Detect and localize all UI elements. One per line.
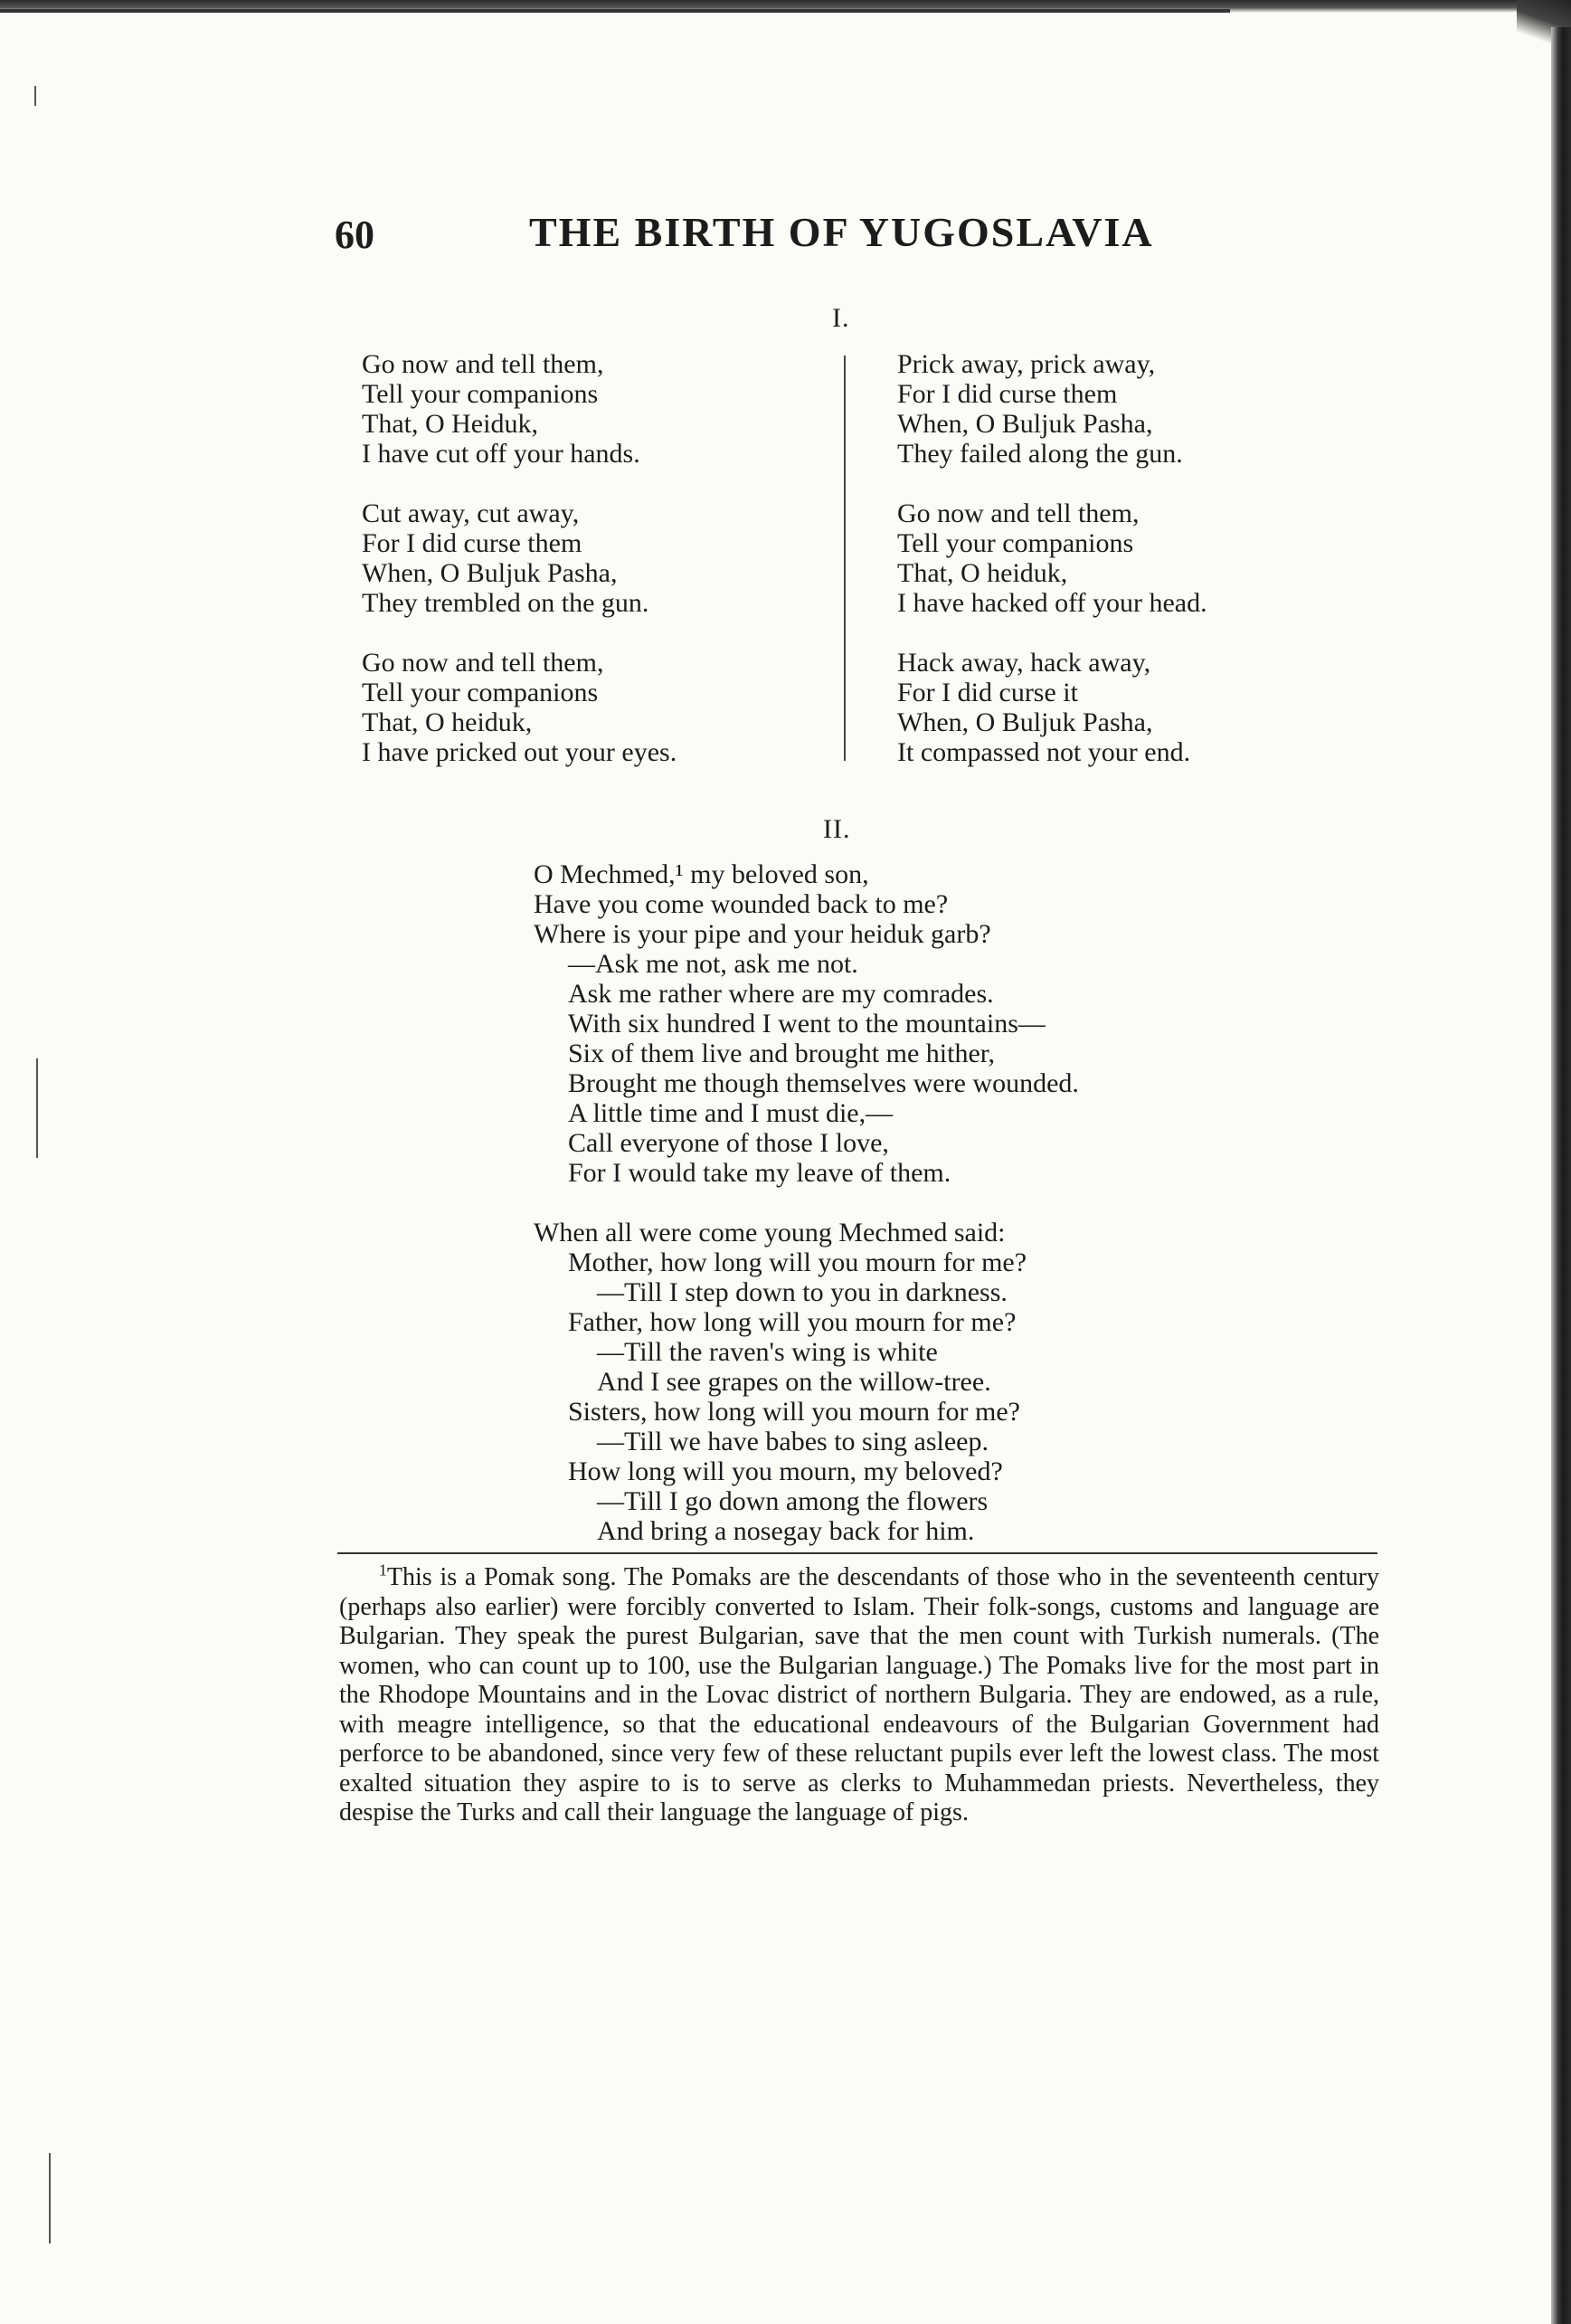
verse-line: Tell your companions xyxy=(362,678,599,707)
verse-line: O Mechmed,¹ my beloved son, xyxy=(534,859,869,889)
margin-mark xyxy=(36,1058,38,1158)
verse-line: I have pricked out your eyes. xyxy=(362,737,677,767)
scan-right-edge xyxy=(1551,27,1571,2324)
verse-line: They trembled on the gun. xyxy=(362,588,649,618)
verse-line: For I would take my leave of them. xyxy=(568,1158,951,1188)
section-label-one: I. xyxy=(832,303,850,333)
verse-line: Prick away, prick away, xyxy=(897,349,1156,379)
verse-line: They failed along the gun. xyxy=(897,439,1183,469)
stanza xyxy=(897,349,1207,469)
verse-column-left xyxy=(362,349,677,767)
verse-line: —Ask me not, ask me not. xyxy=(568,949,858,979)
verse-line: Brought me though themselves were wounded. xyxy=(568,1068,1079,1098)
verse-line: Have you come wounded back to me? xyxy=(534,889,949,919)
margin-mark xyxy=(49,2153,51,2243)
verse-line: Father, how long will you mourn for me? xyxy=(568,1307,1017,1337)
verse-line: —Till we have babes to sing asleep. xyxy=(597,1427,989,1456)
stanza xyxy=(897,648,1207,767)
scan-top-line xyxy=(0,9,1230,13)
verse-line: Go now and tell them, xyxy=(362,349,604,379)
verse-line: —Till I step down to you in darkness. xyxy=(597,1277,1008,1307)
verse-line: That, O heiduk, xyxy=(362,707,533,737)
verse-line: A little time and I must die,— xyxy=(568,1098,894,1128)
verse-line: And I see grapes on the willow-tree. xyxy=(597,1367,991,1397)
footnote-rule xyxy=(337,1552,1377,1554)
verse-line: Where is your pipe and your heiduk garb? xyxy=(534,919,991,949)
verse-line: For I did curse them xyxy=(362,528,582,558)
verse-line: For I did curse them xyxy=(897,379,1118,409)
stanza xyxy=(362,349,677,469)
verse-line: I have hacked off your head. xyxy=(897,588,1207,618)
verse-line: When, O Buljuk Pasha, xyxy=(897,707,1153,737)
verse-line: Six of them live and brought me hither, xyxy=(568,1039,996,1068)
footnote xyxy=(339,1560,1379,1828)
verse-line: Go now and tell them, xyxy=(362,648,604,678)
verse-line: Go now and tell them, xyxy=(897,498,1140,528)
verse-line: Tell your companions xyxy=(362,379,599,409)
verse-line: Sisters, how long will you mourn for me? xyxy=(568,1397,1020,1427)
verse-line: Call everyone of those I love, xyxy=(568,1128,889,1158)
verse-line: Mother, how long will you mourn for me? xyxy=(568,1247,1027,1277)
column-divider xyxy=(844,356,846,761)
verse-line: And bring a nosegay back for him. xyxy=(597,1516,975,1546)
verse-column-right xyxy=(897,349,1207,767)
stanza xyxy=(362,498,677,618)
verse-line: When all were come young Mechmed said: xyxy=(534,1218,1006,1247)
verse-line: It compassed not your end. xyxy=(897,737,1191,767)
margin-mark xyxy=(34,86,36,106)
footnote-text: This is a Pomak song. The Pomaks are the descendants of those who in the seventeenth century (perhaps also earlier) were forcibly converted to Islam. Their folk-songs, customs and language are Bulgarian. They speak the purest Bulgarian, save that the men count with Turkish numerals. (The women, who can count up to 100, use the Bulgarian language.) The Pomaks live for the most part in the Rhodope Mountains and in the Lovac district of northern Bulgaria. They are endowed, as a rule, with meagre intelligence, so that the educational endeavours of the Bulgarian Government had perforce to be abandoned, since very few of these reluctant pupils ever left the lowest class. The most exalted situation they aspire to is to serve as clerks to Muhammedan priests. Nevertheless, they despise the Turks and call their language the language of pigs. xyxy=(339,1563,1379,1826)
verse-line: Tell your companions xyxy=(897,528,1134,558)
verse-line: —Till I go down among the flowers xyxy=(597,1486,989,1516)
stanza-gap xyxy=(534,1188,1079,1218)
verse-line: That, O Heiduk, xyxy=(362,409,538,439)
verse-line: For I did curse it xyxy=(897,678,1078,707)
verse-line: Hack away, hack away, xyxy=(897,648,1151,678)
footnote-marker: 1 xyxy=(378,1560,387,1579)
poem-two xyxy=(534,859,1079,1546)
verse-line: With six hundred I went to the mountains— xyxy=(568,1009,1046,1039)
page-header xyxy=(335,208,1239,262)
running-title: THE BIRTH OF YUGOSLAVIA xyxy=(529,209,1154,255)
stanza xyxy=(897,498,1207,618)
stanza xyxy=(362,648,677,767)
verse-line: That, O heiduk, xyxy=(897,558,1068,588)
page-number: 60 xyxy=(335,213,374,257)
verse-line: Cut away, cut away, xyxy=(362,498,580,528)
verse-line: —Till the raven's wing is white xyxy=(597,1337,938,1367)
verse-line: I have cut off your hands. xyxy=(362,439,640,469)
verse-line: When, O Buljuk Pasha, xyxy=(897,409,1153,439)
section-label-two: II. xyxy=(823,814,851,844)
verse-line: Ask me rather where are my comrades. xyxy=(568,979,994,1009)
verse-line: When, O Buljuk Pasha, xyxy=(362,558,618,588)
verse-line: How long will you mourn, my beloved? xyxy=(568,1456,1003,1486)
